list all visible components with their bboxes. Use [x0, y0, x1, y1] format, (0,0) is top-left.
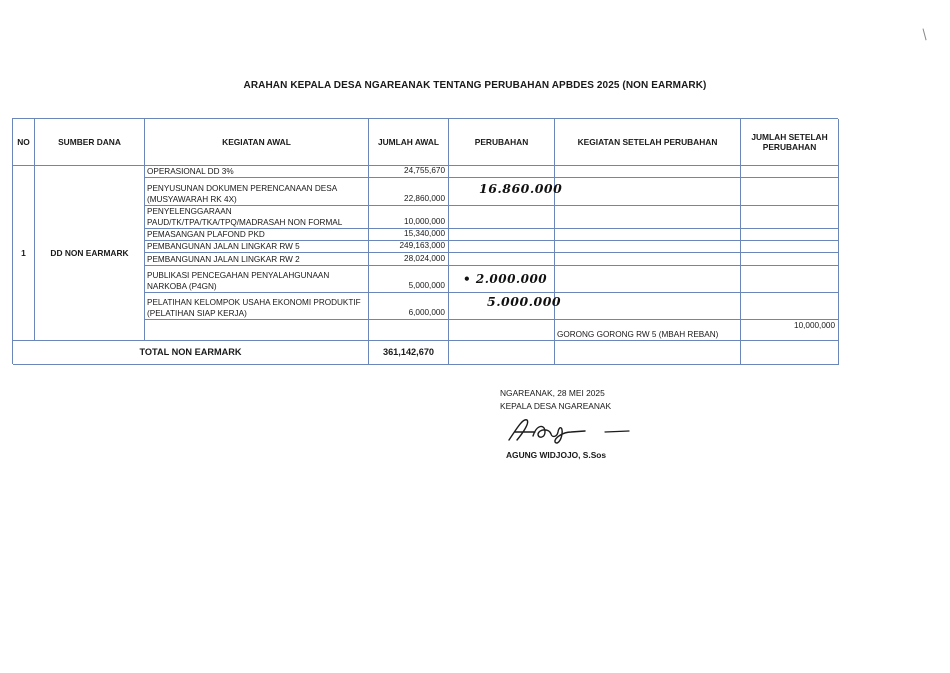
kegiatan-setelah-cell: [555, 253, 741, 266]
jumlah-setelah-cell: [741, 253, 839, 266]
kegiatan-setelah-cell: [555, 206, 741, 229]
jumlah-awal-cell: [369, 320, 449, 341]
budget-table: [12, 118, 838, 364]
perubahan-cell: [449, 266, 555, 293]
group-sumber-dana: DD NON EARMARK: [35, 166, 145, 341]
kegiatan-awal-cell: PUBLIKASI PENCEGAHAN PENYALAHGUNAAN NARKOBA (P4GN): [145, 266, 369, 293]
perubahan-cell: [449, 241, 555, 253]
jumlah-setelah-cell: [741, 241, 839, 253]
signer-position: KEPALA DESA NGAREANAK: [500, 401, 612, 411]
header-jumlah-setelah: JUMLAH SETELAH PERUBAHAN: [741, 119, 839, 166]
jumlah-setelah-cell: [741, 293, 839, 320]
kegiatan-setelah-cell: [555, 241, 741, 253]
handwritten-amount: 5.000.000: [487, 294, 562, 309]
jumlah-awal-cell: 10,000,000: [369, 206, 449, 229]
jumlah-awal-cell: 15,340,000: [369, 229, 449, 241]
group-no: 1: [13, 166, 35, 341]
jumlah-setelah-cell: [741, 166, 839, 178]
jumlah-awal-cell: 24,755,670: [369, 166, 449, 178]
perubahan-cell: [449, 253, 555, 266]
jumlah-awal-cell: 6,000,000: [369, 293, 449, 320]
kegiatan-awal-cell: [145, 320, 369, 341]
kegiatan-setelah-cell: [555, 178, 741, 206]
perubahan-cell: [449, 229, 555, 241]
document-title: ARAHAN KEPALA DESA NGAREANAK TENTANG PERUBAHAN APBDES 2025 (NON EARMARK): [243, 80, 707, 91]
header-no: NO: [13, 119, 35, 166]
kegiatan-awal-cell: PEMASANGAN PLAFOND PKD: [145, 229, 369, 241]
jumlah-awal-cell: 249,163,000: [369, 241, 449, 253]
header-kegiatan-setelah: KEGIATAN SETELAH PERUBAHAN: [555, 119, 741, 166]
jumlah-setelah-cell: [741, 266, 839, 293]
jumlah-setelah-cell: [741, 229, 839, 241]
signature-scribble: [505, 414, 635, 446]
total-label: TOTAL NON EARMARK: [13, 341, 369, 365]
header-perubahan: PERUBAHAN: [449, 119, 555, 166]
scan-artifact: [923, 28, 930, 41]
header-sumber-dana: SUMBER DANA: [35, 119, 145, 166]
handwritten-amount: • 2.000.000: [463, 272, 548, 286]
kegiatan-awal-cell: PEMBANGUNAN JALAN LINGKAR RW 2: [145, 253, 369, 266]
signer-name: AGUNG WIDJOJO, S.Sos: [506, 450, 607, 460]
perubahan-cell: [449, 320, 555, 341]
kegiatan-awal-cell: OPERASIONAL DD 3%: [145, 166, 369, 178]
kegiatan-awal-cell: PEMBANGUNAN JALAN LINGKAR RW 5: [145, 241, 369, 253]
total-perubahan: [449, 341, 555, 365]
total-kegiatan-setelah: [555, 341, 741, 365]
perubahan-cell: [449, 293, 562, 320]
jumlah-setelah-cell: 10,000,000: [741, 320, 839, 341]
header-jumlah-awal: JUMLAH AWAL: [369, 119, 449, 166]
jumlah-awal-cell: 5,000,000: [369, 266, 449, 293]
perubahan-cell: [449, 178, 563, 206]
total-jumlah-awal: 361,142,670: [369, 341, 449, 365]
perubahan-cell: [449, 206, 555, 229]
header-kegiatan-awal: KEGIATAN AWAL: [145, 119, 369, 166]
handwritten-amount: 16.860.000: [479, 181, 563, 196]
kegiatan-awal-cell: PENYUSUNAN DOKUMEN PERENCANAAN DESA (MUSYAWARAH RK 4X): [145, 178, 369, 206]
jumlah-awal-cell: 22,860,000: [369, 178, 449, 206]
kegiatan-setelah-cell: [555, 293, 741, 320]
jumlah-setelah-cell: [741, 178, 839, 206]
perubahan-cell: [449, 166, 555, 178]
total-jumlah-setelah: [741, 341, 839, 365]
kegiatan-setelah-cell: [555, 229, 741, 241]
kegiatan-setelah-cell: GORONG GORONG RW 5 (MBAH REBAN): [555, 320, 741, 341]
kegiatan-setelah-cell: [555, 266, 741, 293]
kegiatan-awal-cell: PENYELENGGARAAN PAUD/TK/TPA/TKA/TPQ/MADRASAH NON FORMAL: [145, 206, 369, 229]
place-date: NGAREANAK, 28 MEI 2025: [500, 388, 605, 398]
jumlah-setelah-cell: [741, 206, 839, 229]
kegiatan-awal-cell: PELATIHAN KELOMPOK USAHA EKONOMI PRODUKTIF (PELATIHAN SIAP KERJA): [145, 293, 369, 320]
jumlah-awal-cell: 28,024,000: [369, 253, 449, 266]
kegiatan-setelah-cell: [555, 166, 741, 178]
